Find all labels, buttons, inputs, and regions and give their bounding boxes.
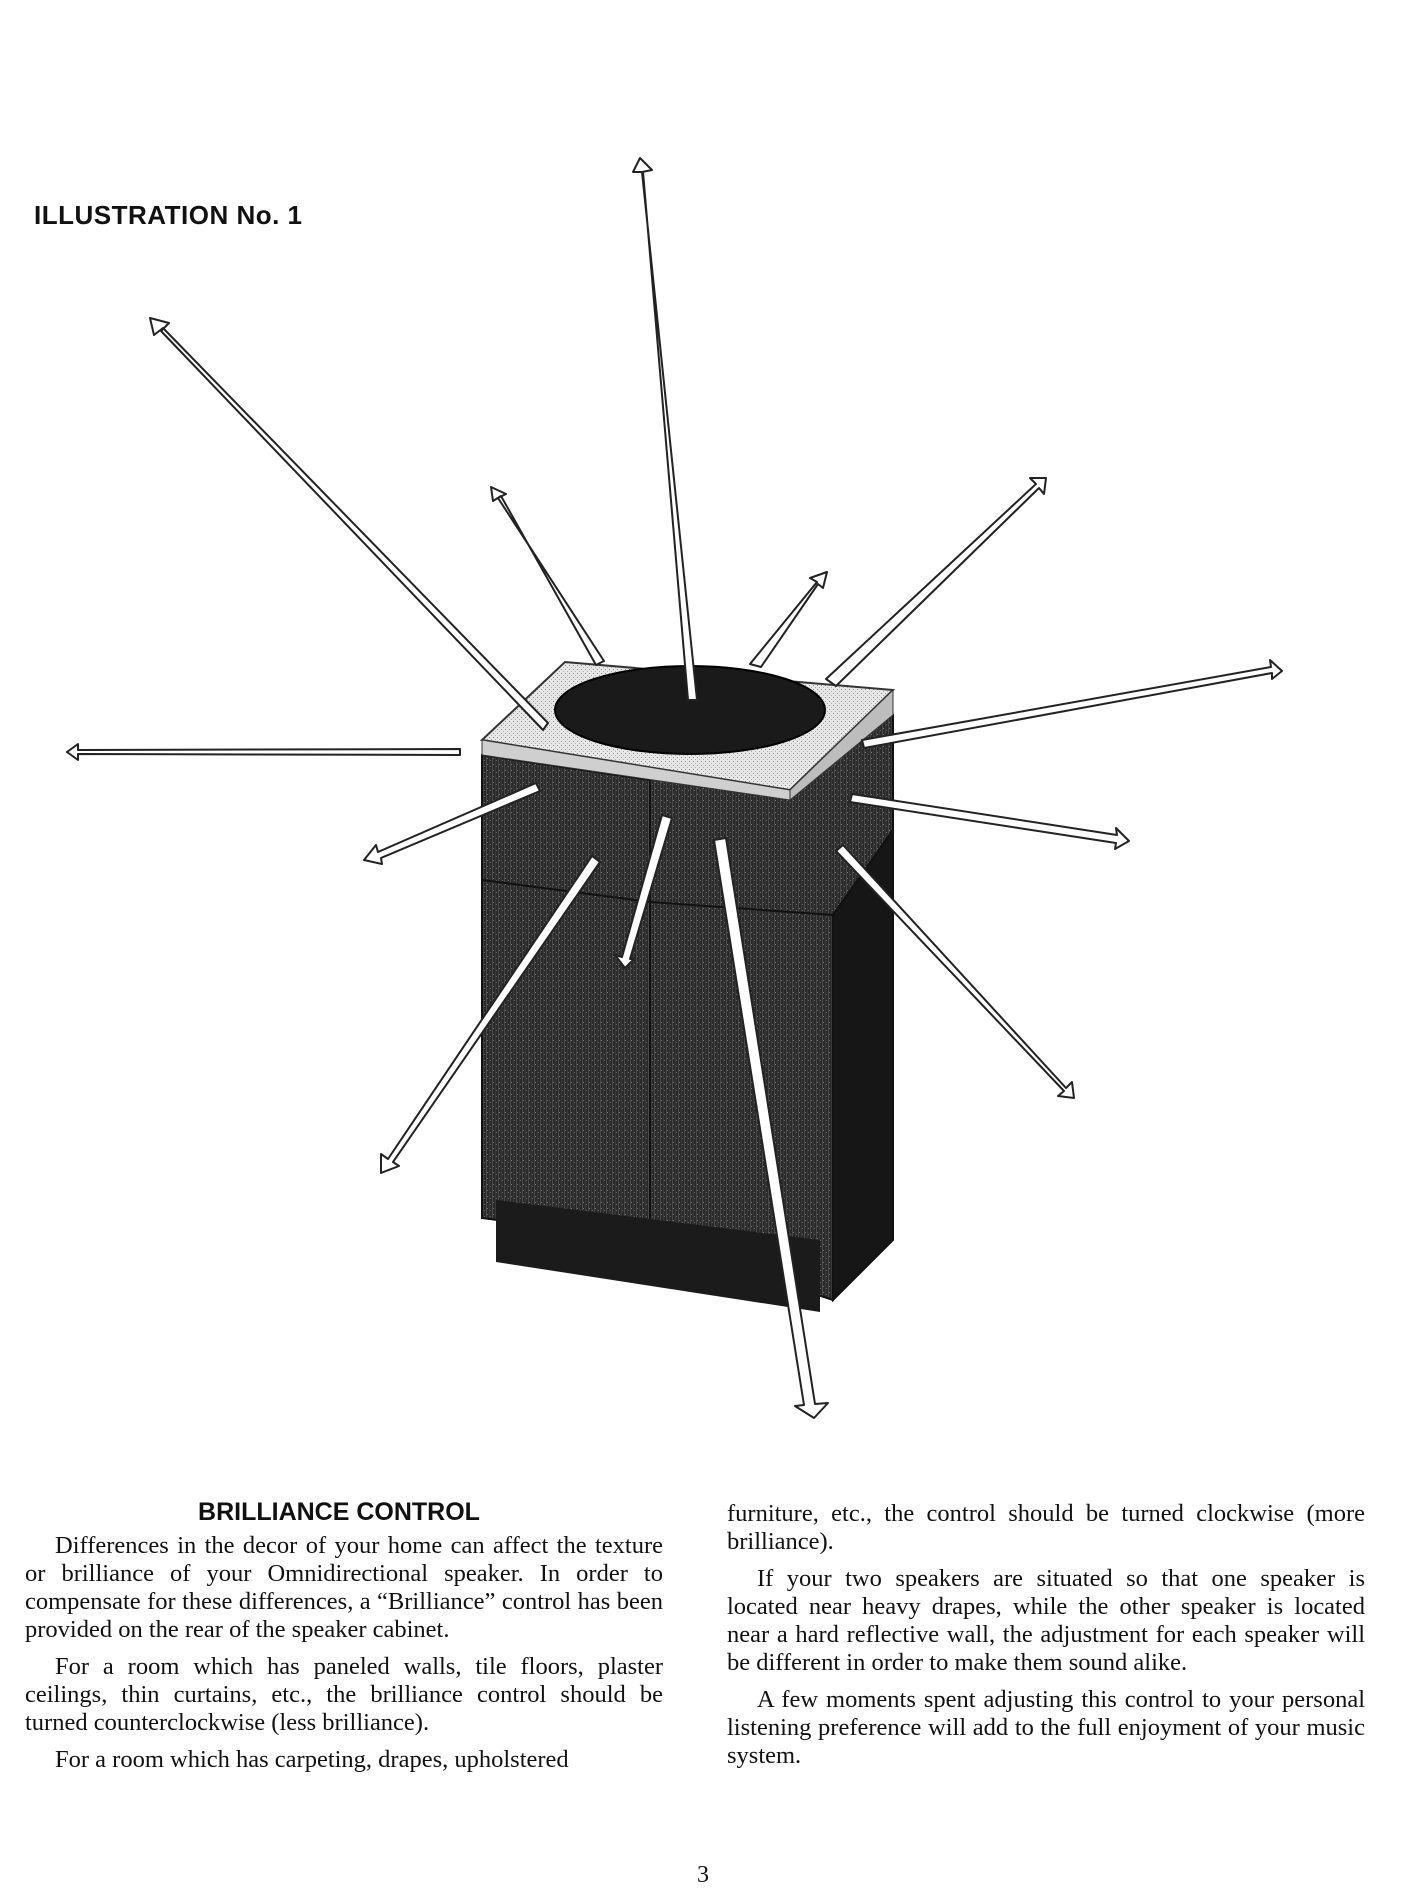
paragraph: Differences in the decor of your home can affect the texture or brilliance of your Omnidirectional speaker. In order to compensate for these differences, a “Brilliance” control has been provided on the rear of the speaker cabinet.	[25, 1532, 663, 1643]
arrow-up	[633, 158, 697, 700]
arrow-left	[67, 744, 460, 760]
page-number: 3	[697, 1862, 709, 1888]
paragraph: A few moments spent adjusting this control to your personal listening preference will add to the full enjoyment of your music system.	[727, 1686, 1365, 1769]
section-title: BRILLIANCE CONTROL	[198, 1498, 480, 1526]
arrow-upper-right	[826, 478, 1046, 686]
paragraph: furniture, etc., the control should be turned clockwise (more brilliance).	[727, 1500, 1365, 1555]
right-column	[727, 1500, 1365, 1779]
arrow-left-short-diagonal	[491, 487, 604, 665]
arrow-right	[862, 660, 1282, 748]
paragraph: If your two speakers are situated so that one speaker is located near heavy drapes, while the other speaker is located near a hard reflective wall, the adjustment for each speaker will be different in order to make them sound alike.	[727, 1565, 1365, 1676]
speaker-cabinet	[482, 662, 893, 1312]
paragraph: For a room which has paneled walls, tile floors, plaster ceilings, thin curtains, etc., the brilliance control should be turned counterclockwise (less brilliance).	[25, 1653, 663, 1736]
paragraph: For a room which has carpeting, drapes, upholstered	[55, 1746, 569, 1773]
illustration-label: ILLUSTRATION No. 1	[34, 200, 303, 230]
left-column	[25, 1498, 663, 1783]
arrow-upper-left-long	[150, 318, 548, 730]
arrow-up-right-short	[750, 572, 827, 667]
